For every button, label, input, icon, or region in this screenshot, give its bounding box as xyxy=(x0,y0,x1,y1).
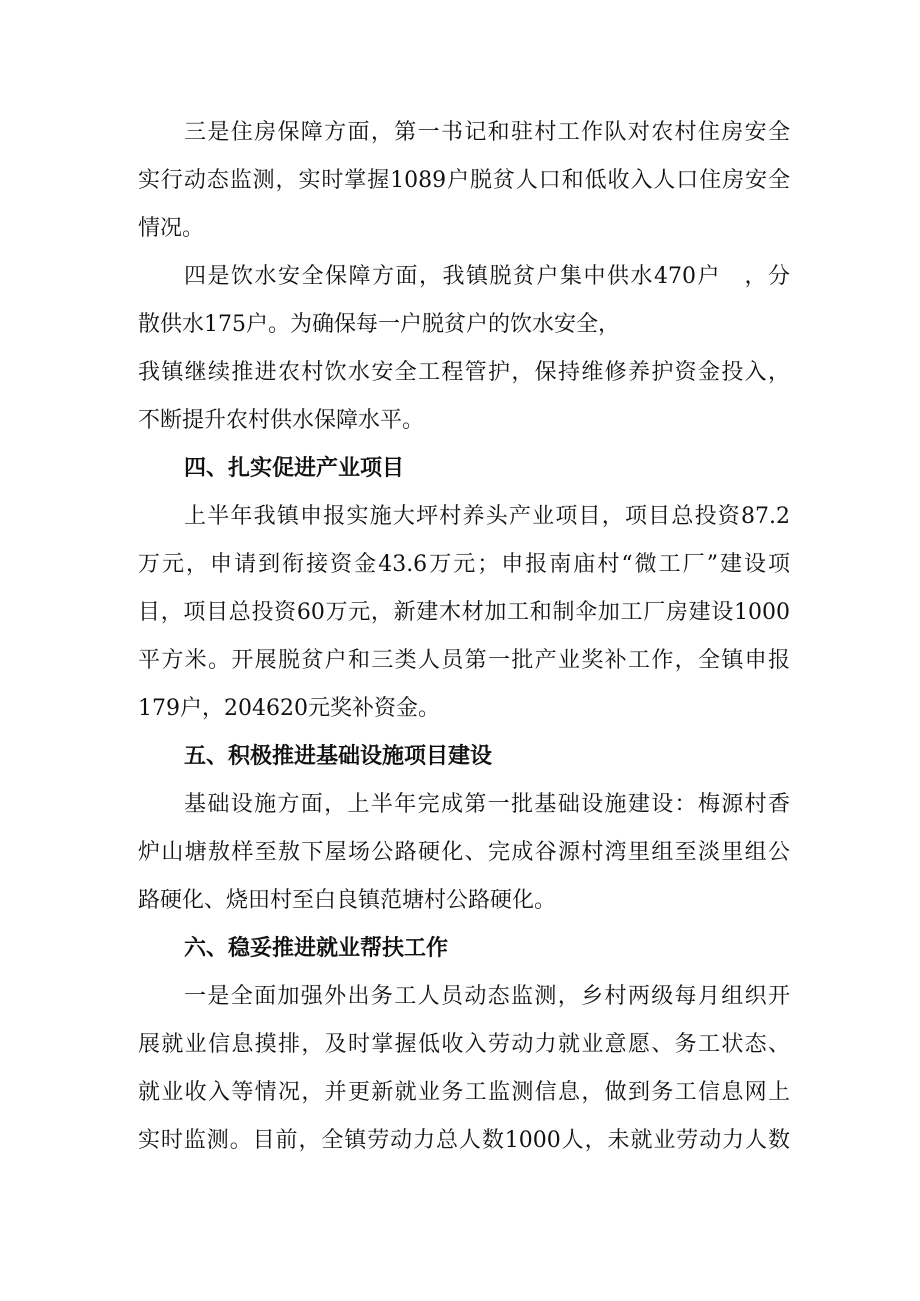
text-line: 路硬化、烧田村至白良镇范塘村公路硬化。 xyxy=(138,888,557,913)
paragraph xyxy=(138,496,790,736)
text-line: 基础设施方面，上半年完成第一批基础设施建设：梅源村香 xyxy=(184,792,790,817)
paragraph xyxy=(138,784,790,928)
section-heading xyxy=(138,448,790,496)
text-line: 万元，申请到衔接资金43.6万元；申报南庙村“微工厂”建设项 xyxy=(138,552,790,577)
section-heading xyxy=(138,928,790,976)
text-line: 实时监测。目前，全镇劳动力总人数1000人，未就业劳动力人数 xyxy=(138,1128,790,1153)
text-line: 炉山塘敖样至敖下屋场公路硬化、完成谷源村湾里组至淡里组公 xyxy=(138,840,790,865)
text-line: 六、稳妥推进就业帮扶工作 xyxy=(184,936,449,961)
text-line: 四、扎实促进产业项目 xyxy=(184,456,405,481)
text-line: 平方米。开展脱贫户和三类人员第一批产业奖补工作，全镇申报 xyxy=(138,648,790,673)
text-line: 我镇继续推进农村饮水安全工程管护，保持维修养护资金投入， xyxy=(138,360,790,385)
text-line: 一是全面加强外出务工人员动态监测，乡村两级每月组织开 xyxy=(184,984,790,1009)
paragraph xyxy=(138,976,790,1168)
text-line: 就业收入等情况，并更新就业务工监测信息，做到务工信息网上 xyxy=(138,1080,790,1105)
text-line: 实行动态监测，实时掌握1089户脱贫人口和低收入人口住房安全 xyxy=(138,168,790,193)
text-line: 目，项目总投资60万元，新建木材加工和制伞加工厂房建设1000 xyxy=(138,600,790,625)
text-line: 散供水175户。为确保每一户脱贫户的饮水安全， xyxy=(138,312,620,337)
paragraph xyxy=(138,256,790,448)
section-heading xyxy=(138,736,790,784)
text-line: 上半年我镇申报实施大坪村养头产业项目，项目总投资87.2 xyxy=(184,504,790,529)
text-line: 179户，204620元奖补资金。 xyxy=(138,696,440,721)
paragraph xyxy=(138,112,790,256)
text-line: 展就业信息摸排，及时掌握低收入劳动力就业意愿、务工状态、 xyxy=(138,1032,790,1057)
text-line: 情况。 xyxy=(138,216,205,241)
text-line: 不断提升农村供水保障水平。 xyxy=(138,408,425,433)
text-line: 三是住房保障方面，第一书记和驻村工作队对农村住房安全 xyxy=(184,120,790,145)
document-page xyxy=(138,112,790,1168)
text-line: 五、积极推进基础设施项目建设 xyxy=(184,744,493,769)
text-line: 四是饮水安全保障方面，我镇脱贫户集中供水470户 ，分 xyxy=(184,264,790,289)
